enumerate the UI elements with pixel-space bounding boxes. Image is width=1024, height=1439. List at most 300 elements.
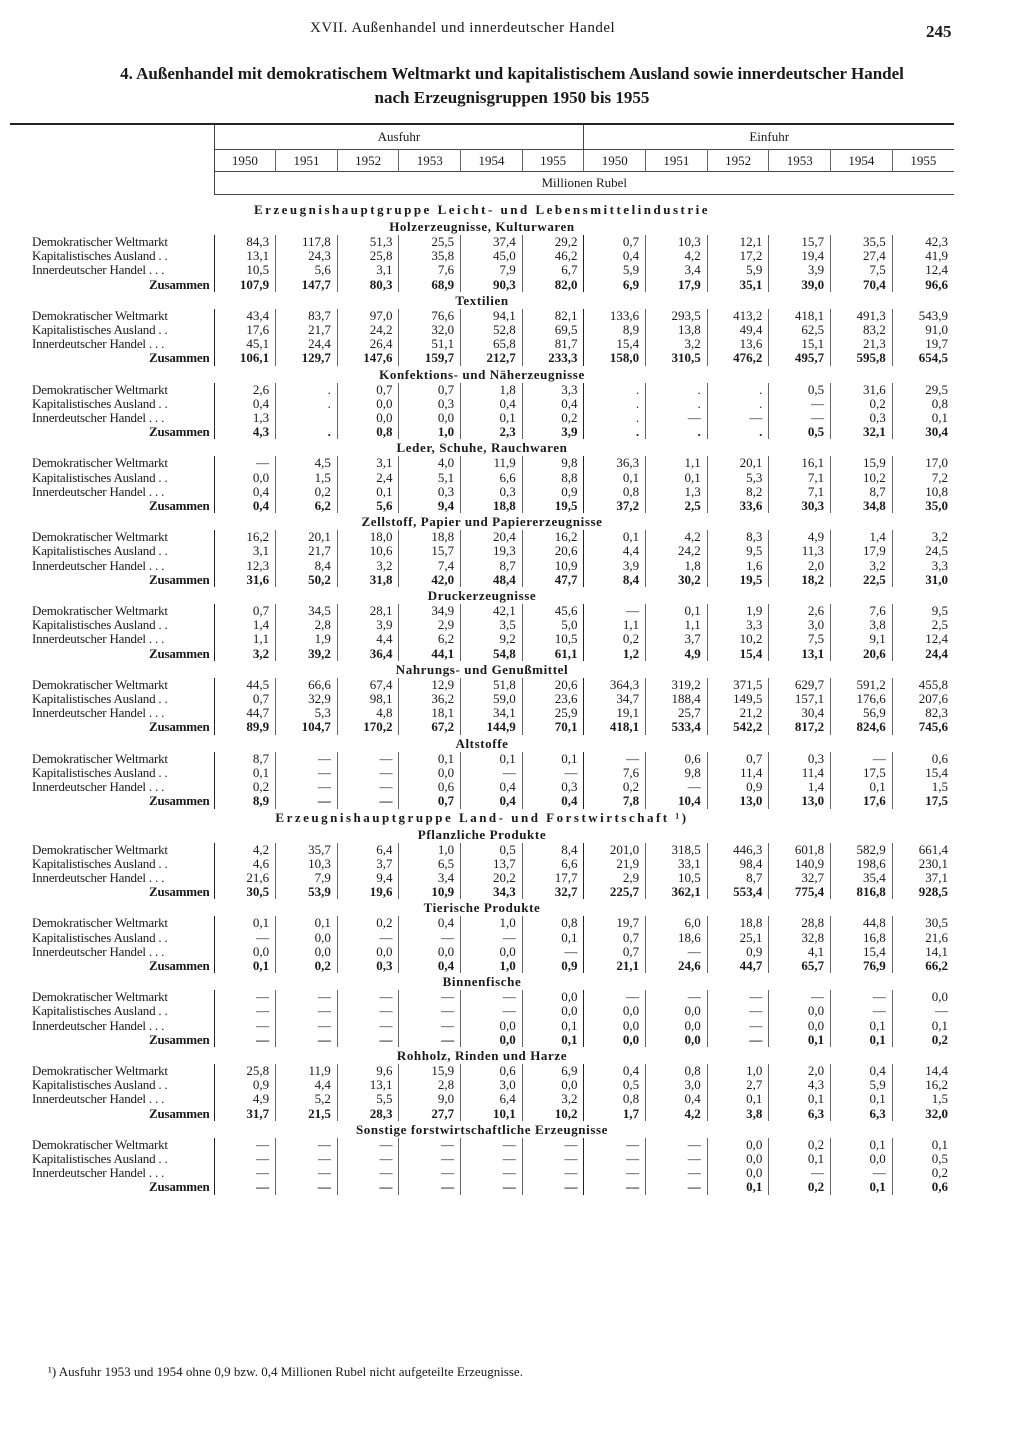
value-cell: 0,9 (214, 1078, 276, 1092)
value-cell: 0,0 (831, 1152, 893, 1166)
value-cell: 12,1 (707, 235, 769, 249)
value-cell: 5,5 (337, 1092, 399, 1106)
value-cell: 2,9 (399, 618, 461, 632)
value-cell: 76,9 (831, 959, 893, 973)
value-cell: 0,1 (707, 1092, 769, 1106)
value-cell: 6,4 (337, 843, 399, 857)
page-number: 245 (926, 22, 952, 41)
value-cell: 0,1 (522, 1019, 584, 1033)
value-cell: 212,7 (461, 351, 523, 365)
row-label: Kapitalistisches Ausland . . (10, 249, 214, 263)
value-cell: 8,7 (214, 752, 276, 766)
row-label: Kapitalistisches Ausland . . (10, 618, 214, 632)
value-cell: 3,5 (461, 618, 523, 632)
value-cell: — (461, 931, 523, 945)
value-cell: 65,7 (769, 959, 831, 973)
value-cell: 144,9 (461, 720, 523, 734)
value-cell: 3,9 (769, 263, 831, 277)
value-cell: 15,1 (769, 337, 831, 351)
value-cell: 21,9 (584, 857, 646, 871)
value-cell: 11,9 (461, 456, 523, 470)
value-cell: 19,7 (584, 916, 646, 930)
value-cell: 3,8 (707, 1107, 769, 1121)
value-cell: 824,6 (831, 720, 893, 734)
value-cell: 0,0 (214, 945, 276, 959)
value-cell: 9,5 (931, 604, 948, 619)
value-cell: 35,8 (399, 249, 461, 263)
value-cell: 17,6 (214, 323, 276, 337)
value-cell: 25,7 (646, 706, 708, 720)
value-cell: — (276, 1033, 338, 1047)
value-cell: 42,1 (461, 604, 523, 618)
value-cell: 15,7 (769, 235, 831, 249)
import-year-1954: 1954 (831, 150, 893, 172)
value-cell: 24,2 (337, 323, 399, 337)
value-cell: — (337, 1138, 399, 1152)
value-cell: 4,9 (646, 647, 708, 661)
value-cell: 6,2 (276, 499, 338, 513)
value-cell: 34,9 (399, 604, 461, 618)
value-cell: 15,4 (925, 765, 948, 780)
value-cell: 91,0 (925, 323, 948, 338)
value-cell: 775,4 (769, 885, 831, 899)
value-cell: 0,7 (214, 604, 276, 618)
total-row (10, 1107, 954, 1121)
value-cell: 16,1 (769, 456, 831, 470)
value-cell: 225,7 (584, 885, 646, 899)
row-label: Innerdeutscher Handel . . . (10, 411, 214, 425)
value-cell: 16,2 (214, 530, 276, 544)
value-cell: 1,2 (584, 647, 646, 661)
value-cell: 817,2 (769, 720, 831, 734)
value-cell: 4,0 (399, 456, 461, 470)
group-heading-row (10, 661, 954, 678)
value-cell: 25,8 (337, 249, 399, 263)
value-cell: 319,2 (646, 678, 708, 692)
value-cell: 32,0 (399, 323, 461, 337)
value-cell: 0,4 (831, 1064, 893, 1078)
import-year-1952: 1952 (707, 150, 769, 172)
value-cell: 0,2 (769, 1138, 831, 1152)
value-cell: — (276, 990, 338, 1004)
value-cell: 0,1 (461, 752, 523, 766)
value-cell: 18,6 (646, 931, 708, 945)
inner-german-row (10, 485, 954, 499)
value-cell: 44,1 (399, 647, 461, 661)
value-cell: 476,2 (707, 351, 769, 365)
inner-german-row (10, 411, 954, 425)
value-cell: 9,1 (831, 632, 893, 646)
value-cell: 19,5 (707, 573, 769, 587)
value-cell: 19,6 (337, 885, 399, 899)
value-cell: — (399, 931, 461, 945)
value-cell: 41,9 (925, 249, 948, 264)
inner-german-row (10, 1019, 954, 1033)
capitalist-abroad-row (10, 1078, 954, 1092)
value-cell: — (831, 990, 893, 1004)
value-cell: 98,1 (337, 692, 399, 706)
value-cell: 21,5 (276, 1107, 338, 1121)
value-cell: 4,3 (769, 1078, 831, 1092)
value-cell: 34,1 (461, 706, 523, 720)
value-cell: 0,1 (522, 752, 584, 766)
value-cell: 0,0 (707, 1166, 769, 1180)
value-cell: 12,4 (925, 632, 948, 647)
democratic-market-row (10, 383, 954, 397)
value-cell: 36,3 (584, 456, 646, 470)
value-cell: 8,4 (522, 843, 584, 857)
value-cell: 15,4 (831, 945, 893, 959)
value-cell: 0,1 (769, 1152, 831, 1166)
value-cell: — (584, 1138, 646, 1152)
value-cell: 0,2 (214, 780, 276, 794)
value-cell: 0,7 (399, 383, 461, 397)
value-cell: 0,9 (707, 945, 769, 959)
group-heading: Altstoffe (455, 735, 509, 751)
value-cell: 0,1 (214, 959, 276, 973)
value-cell: 0,5 (461, 843, 523, 857)
value-cell: 0,1 (831, 1138, 893, 1152)
value-cell: 28,8 (769, 916, 831, 930)
row-label: Demokratischer Weltmarkt (10, 678, 214, 692)
value-cell: 0,3 (399, 485, 461, 499)
value-cell: 25,1 (707, 931, 769, 945)
value-cell: 84,3 (214, 235, 276, 249)
value-cell: 30,5 (214, 885, 276, 899)
value-cell: 207,6 (918, 692, 948, 707)
value-cell: 39,0 (769, 278, 831, 292)
value-cell: 8,2 (707, 485, 769, 499)
value-cell: 0,1 (584, 530, 646, 544)
value-cell: 0,4 (214, 499, 276, 513)
value-cell: 0,7 (584, 235, 646, 249)
value-cell: 28,1 (337, 604, 399, 618)
value-cell: — (214, 456, 276, 470)
row-label: Demokratischer Weltmarkt (10, 1138, 214, 1152)
section-heading-row (10, 195, 954, 219)
value-cell: 30,3 (769, 499, 831, 513)
value-cell: 0,5 (769, 383, 831, 397)
value-cell: 0,4 (461, 397, 523, 411)
capitalist-abroad-row (10, 1152, 954, 1166)
value-cell: . (276, 383, 338, 397)
group-heading: Leder, Schuhe, Rauchwaren (396, 440, 568, 456)
group-heading: Konfektions- und Näherzeugnisse (379, 366, 585, 382)
value-cell: 543,9 (918, 308, 948, 323)
value-cell: . (584, 411, 646, 425)
value-cell: 3,2 (337, 559, 399, 573)
value-cell: 0,0 (646, 1033, 708, 1047)
value-cell: 35,0 (925, 499, 948, 514)
democratic-market-row (10, 530, 954, 544)
value-cell: 9,0 (399, 1092, 461, 1106)
value-cell: 140,9 (769, 857, 831, 871)
value-cell: 82,1 (522, 309, 584, 323)
value-cell: 491,3 (831, 309, 893, 323)
value-cell: 5,9 (707, 263, 769, 277)
value-cell: 4,8 (337, 706, 399, 720)
value-cell: 24,5 (925, 544, 948, 559)
value-cell: 3,0 (646, 1078, 708, 1092)
value-cell: — (276, 794, 338, 808)
value-cell: — (707, 1019, 769, 1033)
value-cell: 13,1 (337, 1078, 399, 1092)
export-year-1954: 1954 (461, 150, 523, 172)
value-cell: 0,0 (337, 945, 399, 959)
value-cell: 17,5 (925, 794, 948, 809)
group-heading-row (10, 292, 954, 309)
value-cell: 0,2 (584, 632, 646, 646)
value-cell: — (214, 1138, 276, 1152)
value-cell: 6,3 (769, 1107, 831, 1121)
value-cell: 10,9 (399, 885, 461, 899)
value-cell: — (646, 1152, 708, 1166)
capitalist-abroad-row (10, 471, 954, 485)
value-cell: 1,1 (214, 632, 276, 646)
value-cell: 25,8 (214, 1064, 276, 1078)
value-cell: 1,6 (707, 559, 769, 573)
value-cell: 35,1 (707, 278, 769, 292)
value-cell: 0,8 (522, 916, 584, 930)
trade-table (10, 123, 954, 1195)
value-cell: — (646, 1138, 708, 1152)
row-label: Zusammen (10, 425, 214, 439)
value-cell: 159,7 (399, 351, 461, 365)
row-label: Demokratischer Weltmarkt (10, 1064, 214, 1078)
value-cell: 20,1 (276, 530, 338, 544)
value-cell: 27,4 (831, 249, 893, 263)
value-cell: 21,6 (214, 871, 276, 885)
value-cell: 7,1 (769, 471, 831, 485)
value-cell: 31,7 (214, 1107, 276, 1121)
value-cell: 170,2 (337, 720, 399, 734)
row-label: Innerdeutscher Handel . . . (10, 559, 214, 573)
value-cell: 37,2 (584, 499, 646, 513)
value-cell: 0,0 (769, 1019, 831, 1033)
export-year-1952: 1952 (337, 150, 399, 172)
value-cell: 10,5 (646, 871, 708, 885)
value-cell: — (461, 1166, 523, 1180)
value-cell: 1,0 (399, 425, 461, 439)
value-cell: — (769, 411, 831, 425)
value-cell: 318,5 (646, 843, 708, 857)
value-cell: — (337, 1004, 399, 1018)
value-cell: 48,4 (461, 573, 523, 587)
value-cell: 5,9 (584, 263, 646, 277)
value-cell: 21,7 (276, 544, 338, 558)
value-cell: 17,5 (831, 766, 893, 780)
value-cell: 2,9 (584, 871, 646, 885)
value-cell: 30,4 (925, 425, 948, 440)
value-cell: 6,9 (522, 1064, 584, 1078)
value-cell: 9,8 (646, 766, 708, 780)
value-cell: 5,1 (399, 471, 461, 485)
capitalist-abroad-row (10, 397, 954, 411)
value-cell: 230,1 (918, 856, 948, 871)
value-cell: — (214, 1152, 276, 1166)
value-cell: 1,5 (276, 471, 338, 485)
value-cell: 16,2 (925, 1078, 948, 1093)
value-cell: 3,7 (337, 857, 399, 871)
value-cell: — (214, 1180, 276, 1194)
value-cell: 413,2 (707, 309, 769, 323)
value-cell: 1,8 (461, 383, 523, 397)
row-label: Zusammen (10, 720, 214, 734)
value-cell: 82,0 (522, 278, 584, 292)
value-cell: 19,1 (584, 706, 646, 720)
value-cell: 7,1 (769, 485, 831, 499)
value-cell: 20,2 (461, 871, 523, 885)
value-cell: . (646, 383, 708, 397)
value-cell: 9,4 (399, 499, 461, 513)
value-cell: — (707, 411, 769, 425)
value-cell: 0,2 (931, 1166, 948, 1181)
value-cell: 81,7 (522, 337, 584, 351)
value-cell: 0,6 (931, 1180, 948, 1195)
value-cell: 0,9 (522, 485, 584, 499)
value-cell: — (337, 794, 399, 808)
value-cell: 19,5 (522, 499, 584, 513)
value-cell: 0,0 (584, 1019, 646, 1033)
row-label: Innerdeutscher Handel . . . (10, 1166, 214, 1180)
table-header (10, 124, 954, 195)
inner-german-row (10, 559, 954, 573)
value-cell: 3,0 (461, 1078, 523, 1092)
value-cell: 2,0 (769, 1064, 831, 1078)
value-cell: 1,5 (931, 1092, 948, 1107)
value-cell: — (399, 1166, 461, 1180)
value-cell: 32,0 (925, 1106, 948, 1121)
value-cell: 1,0 (461, 959, 523, 973)
value-cell: 10,2 (831, 471, 893, 485)
value-cell: 29,5 (925, 382, 948, 397)
value-cell: 61,1 (522, 647, 584, 661)
value-cell: 25,5 (399, 235, 461, 249)
value-cell: 32,7 (769, 871, 831, 885)
value-cell: 201,0 (584, 843, 646, 857)
value-cell: 32,7 (522, 885, 584, 899)
value-cell: 3,8 (831, 618, 893, 632)
value-cell: — (584, 1166, 646, 1180)
value-cell: 10,6 (337, 544, 399, 558)
value-cell: 4,4 (337, 632, 399, 646)
value-cell: 147,6 (337, 351, 399, 365)
table-title-line-2: nach Erzeugnisgruppen 1950 bis 1955 (374, 88, 650, 107)
value-cell: 0,1 (399, 752, 461, 766)
value-cell: 0,1 (646, 471, 708, 485)
value-cell: 0,1 (214, 916, 276, 930)
democratic-market-row (10, 235, 954, 249)
row-label: Kapitalistisches Ausland . . (10, 544, 214, 558)
value-cell: 3,9 (337, 618, 399, 632)
value-cell: 19,4 (769, 249, 831, 263)
value-cell: 0,2 (337, 916, 399, 930)
value-cell: . (707, 397, 769, 411)
value-cell: — (337, 990, 399, 1004)
row-label: Innerdeutscher Handel . . . (10, 871, 214, 885)
value-cell: 2,3 (461, 425, 523, 439)
value-cell: — (646, 990, 708, 1004)
value-cell: 12,9 (399, 678, 461, 692)
value-cell: 19,3 (461, 544, 523, 558)
import-year-1950: 1950 (584, 150, 646, 172)
row-label: Zusammen (10, 278, 214, 292)
capitalist-abroad-row (10, 1004, 954, 1018)
value-cell: 0,7 (214, 692, 276, 706)
value-cell: 0,3 (769, 752, 831, 766)
group-heading: Nahrungs- und Genußmittel (395, 661, 569, 677)
value-cell: — (276, 1180, 338, 1194)
value-cell: — (461, 766, 523, 780)
row-label: Demokratischer Weltmarkt (10, 916, 214, 930)
export-year-1953: 1953 (399, 150, 461, 172)
value-cell: 14,1 (925, 944, 948, 959)
value-cell: 98,4 (707, 857, 769, 871)
group-heading: Rohholz, Rinden und Harze (396, 1047, 568, 1063)
import-year-1953: 1953 (769, 150, 831, 172)
value-cell: 21,3 (831, 337, 893, 351)
value-cell: . (584, 425, 646, 439)
value-cell: 0,1 (522, 931, 584, 945)
value-cell: 42,3 (925, 235, 948, 249)
value-cell: 0,2 (276, 485, 338, 499)
export-year-1955: 1955 (522, 150, 584, 172)
value-cell: 3,1 (337, 456, 399, 470)
value-cell: 18,2 (769, 573, 831, 587)
capitalist-abroad-row (10, 692, 954, 706)
section-heading: Erzeugnishauptgruppe Land- und Forstwirtschaft ¹) (275, 809, 689, 825)
value-cell: 15,4 (707, 647, 769, 661)
value-cell: 66,2 (925, 958, 948, 973)
value-cell: — (399, 1004, 461, 1018)
value-cell: 0,0 (461, 1033, 523, 1047)
value-cell: — (337, 1033, 399, 1047)
value-cell: 1,9 (276, 632, 338, 646)
value-cell: 20,1 (707, 456, 769, 470)
value-cell: 7,9 (276, 871, 338, 885)
row-label: Demokratischer Weltmarkt (10, 990, 214, 1004)
value-cell: 1,8 (646, 559, 708, 573)
group-heading: Pflanzliche Produkte (417, 826, 547, 842)
value-cell: 69,5 (522, 323, 584, 337)
value-cell: 542,2 (707, 720, 769, 734)
value-cell: 6,3 (831, 1107, 893, 1121)
value-cell: 7,8 (584, 794, 646, 808)
value-cell: . (276, 397, 338, 411)
value-cell: 0,0 (522, 990, 584, 1004)
value-cell: 0,4 (522, 794, 584, 808)
value-cell: 6,2 (399, 632, 461, 646)
value-cell: 44,7 (214, 706, 276, 720)
value-cell: 62,5 (769, 323, 831, 337)
value-cell: 364,3 (584, 678, 646, 692)
row-label: Demokratischer Weltmarkt (10, 843, 214, 857)
value-cell: 19,7 (925, 337, 948, 352)
value-cell: 0,0 (769, 1004, 831, 1018)
value-cell: 15,4 (584, 337, 646, 351)
value-cell: 0,1 (931, 411, 948, 426)
value-cell: — (935, 1004, 948, 1019)
democratic-market-row (10, 916, 954, 930)
value-cell: 198,6 (831, 857, 893, 871)
value-cell: 0,0 (461, 1019, 523, 1033)
value-cell: 5,3 (707, 471, 769, 485)
group-heading: Druckerzeugnisse (427, 588, 537, 604)
value-cell: — (646, 780, 708, 794)
value-cell (276, 411, 338, 425)
value-cell: 11,4 (707, 766, 769, 780)
value-cell: 591,2 (831, 678, 893, 692)
